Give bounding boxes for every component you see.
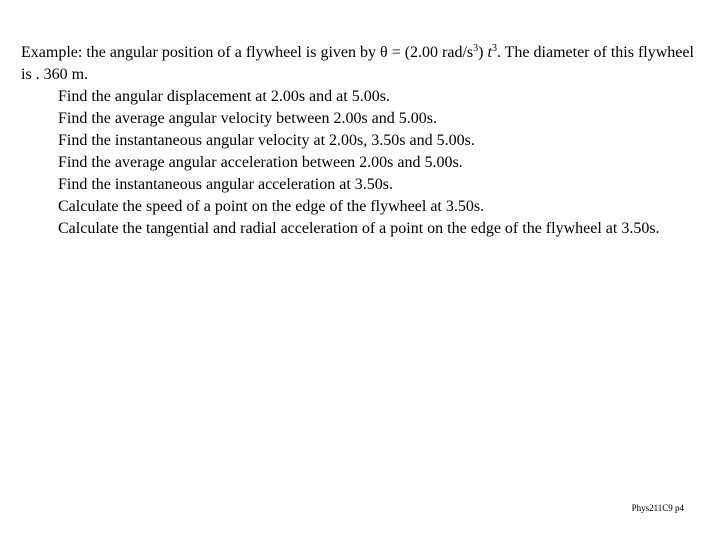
task-item-instantaneous-angular-acceleration: Find the instantaneous angular acceleration at 3.50s.: [58, 176, 394, 193]
intro-text-4: . The diameter of this flywheel is . 360 m.: [21, 44, 694, 83]
task-list: [58, 86, 698, 240]
task-item-angular-displacement: Find the angular displacement at 2.00s and at 5.00s.: [58, 88, 390, 105]
task-item-tangential-radial-acceleration: Calculate the tangential and radial acceleration of a point on the edge of the flywheel at 3.50s.: [58, 220, 660, 237]
page-footer-label: Phys211C9 p4: [631, 503, 684, 513]
task-item-instantaneous-angular-velocity: Find the instantaneous angular velocity at 2.00s, 3.50s and 5.00s.: [58, 132, 475, 149]
task-item-average-angular-acceleration: Find the average angular acceleration between 2.00s and 5.00s.: [58, 154, 463, 171]
intro-text-1: Example: the angular position of a flywheel is given by: [21, 44, 381, 61]
task-item-edge-speed: Calculate the speed of a point on the edge of the flywheel at 3.50s.: [58, 198, 485, 215]
task-item-average-angular-velocity: Find the average angular velocity between 2.00s and 5.00s.: [58, 110, 437, 127]
exponent-rad-unit: 3: [473, 43, 479, 54]
example-intro-paragraph: [21, 42, 701, 86]
intro-text-2: = (2.00 rad/s: [387, 44, 474, 61]
intro-text-3: ): [478, 44, 488, 61]
time-variable: t: [487, 44, 492, 61]
theta-symbol: θ: [380, 44, 388, 61]
exponent-time: 3: [491, 43, 497, 54]
